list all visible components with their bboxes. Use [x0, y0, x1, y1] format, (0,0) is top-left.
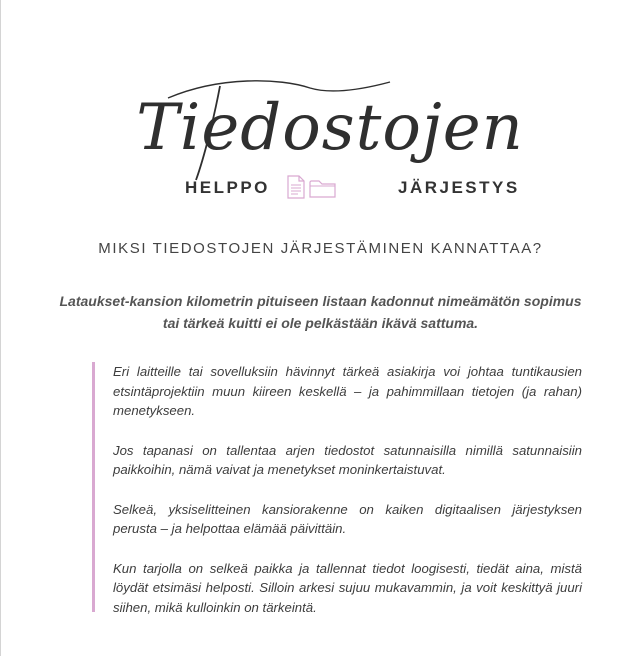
body-paragraph-2: Jos tapanasi on tallentaa arjen tiedostot satunnaisilla nimillä satunnaisiin paikkoihin, nämä vaivat ja menetykset moninkertaistuvat.	[113, 442, 582, 477]
logo-icons	[285, 174, 337, 200]
lead-paragraph: Lataukset-kansion kilometrin pituiseen listaan kadonnut nimeämätön sopimus tai tärkeä kuitti ei ole pelkästään ikävä sattuma.	[59, 293, 582, 331]
document-icon	[288, 176, 304, 198]
logo	[136, 60, 524, 210]
logo-script-text: Tiedostojen	[136, 90, 524, 165]
body-paragraph-3: Selkeä, yksiselitteinen kansiorakenne on kaiken digitaalisen järjestyksen perusta – ja helpottaa elämää päivittäin.	[113, 501, 582, 536]
logo-sub-right: JÄRJESTYS	[398, 178, 520, 197]
body-paragraph-4: Kun tarjolla on selkeä paikka ja tallennat tiedot loogisesti, tiedät aina, mistä löydät etsimäsi helposti. Silloin arkesi sujuu mukavammin, ja voit keskittyä juuri siihen, mikä kulloinkin on tärkeintä.	[113, 560, 582, 615]
body-paragraph-1: Eri laitteille tai sovelluksiin hävinnyt tärkeä asiakirja voi johtaa tuntikausien etsintäprojektiin muun kiireen keskellä – ja pahimmillaan tietojen (ja rahan) menetykseen.	[113, 364, 582, 418]
folder-icon	[310, 181, 335, 197]
section-heading: MIKSI TIEDOSTOJEN JÄRJESTÄMINEN KANNATTAA?	[98, 240, 543, 257]
logo-swash	[160, 68, 500, 188]
logo-sub-left: HELPPO	[185, 178, 270, 197]
quote-block	[92, 362, 582, 615]
page-edge	[0, 0, 1, 656]
